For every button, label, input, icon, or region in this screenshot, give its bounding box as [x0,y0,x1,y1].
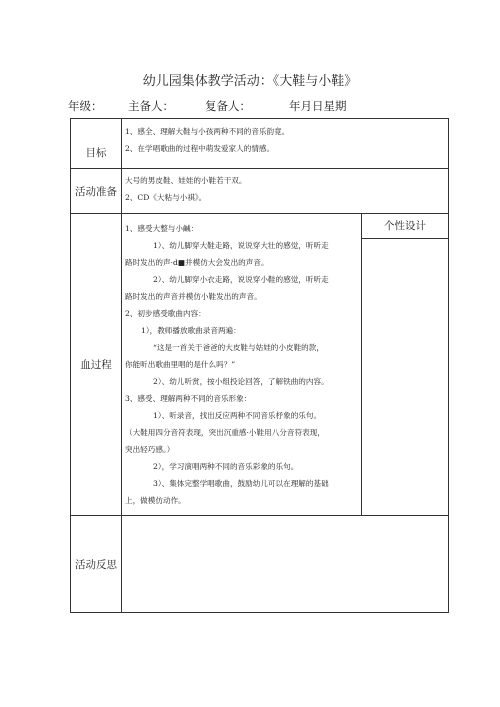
prep-row [71,169,449,214]
prep-label: 活动准备 [71,169,122,214]
process-line: 2），学习演唱两种不同的音乐彩象的乐句。 [153,462,299,471]
process-line: 1）、听录音，找出反应两种不同音乐杼象的乐句。 [153,411,322,420]
grade-label: 年级： [68,99,103,113]
process-line: 2）、幼儿脚穿小衣走路，说说穿小鞋的感觉，听听走 [153,275,329,284]
process-line: 1），教师播放歌曲录音两遍： [141,326,241,335]
goal-label: 目标 [71,119,122,169]
preparer-label: 主备人： [128,99,174,113]
process-line: 3）、集体完整学唱歌曲，鼓励幼儿可以在理解的基础 [153,479,329,488]
reflection-row [71,516,449,613]
reflection-content [122,516,449,613]
page-title: 幼儿园集体教学活动：《大鞋与小鞋》 [142,74,358,89]
lesson-plan-table [70,118,449,613]
process-line: 2、初步感受歌曲内容： [125,309,206,318]
process-line: 上，做模仿动作。 [125,496,186,505]
process-row [71,214,449,516]
personal-design-cell [362,214,449,516]
meta-row [68,98,448,114]
process-line: （大鞋用四分音符表现，突出沉重感·小鞋用八分音符表现， [125,428,325,437]
reflection-label: 活动反思 [71,516,122,613]
goal-content [122,119,449,169]
goal-line: 1、感全、理解大鞋与小孩两种不同的音乐韵竟。 [125,127,290,136]
co-preparer-label: 复备人： [205,99,251,113]
process-label: 血过程 [71,214,122,516]
goal-line: 2、在学唱歌曲的过程中萌发爱家人的情感。 [125,144,275,153]
date-label: 年月日星期 [289,99,347,113]
goal-row [71,119,449,169]
process-line: 1、感受大整与小鹹： [125,224,199,233]
process-line: 你能听出歌曲里唱的是什么吗？” [125,360,236,369]
process-line: 路时发出的声·d■并模仿大会发出的声音。 [125,258,269,267]
prep-line: 大号的男皮鞋、娃娃的小鞋若干双。 [125,176,247,185]
process-line: 2）、幼儿听赏，按小组投论回答，了解铁曲的内容。 [153,377,329,386]
personal-design-label: 个性设计 [362,214,448,239]
prep-content [122,169,449,214]
process-line: 3、感受、理解两种不同的音乐形象： [125,394,252,403]
process-line: 路时发出的声音并模仿小鞋发出的声音。 [125,292,262,301]
process-line: 突出轻巧感。） [125,445,175,454]
process-line: 1）、幼儿脚穿大鞋走路，说说穿大壮的感觉，听听走 [153,241,329,250]
prep-line: 2、CD《大粘与小祺》。 [125,193,207,202]
process-line: “这是一首关于爸爸的大皮鞋与姑娃的小皮鞋的款， [153,343,324,352]
process-content [122,214,362,516]
